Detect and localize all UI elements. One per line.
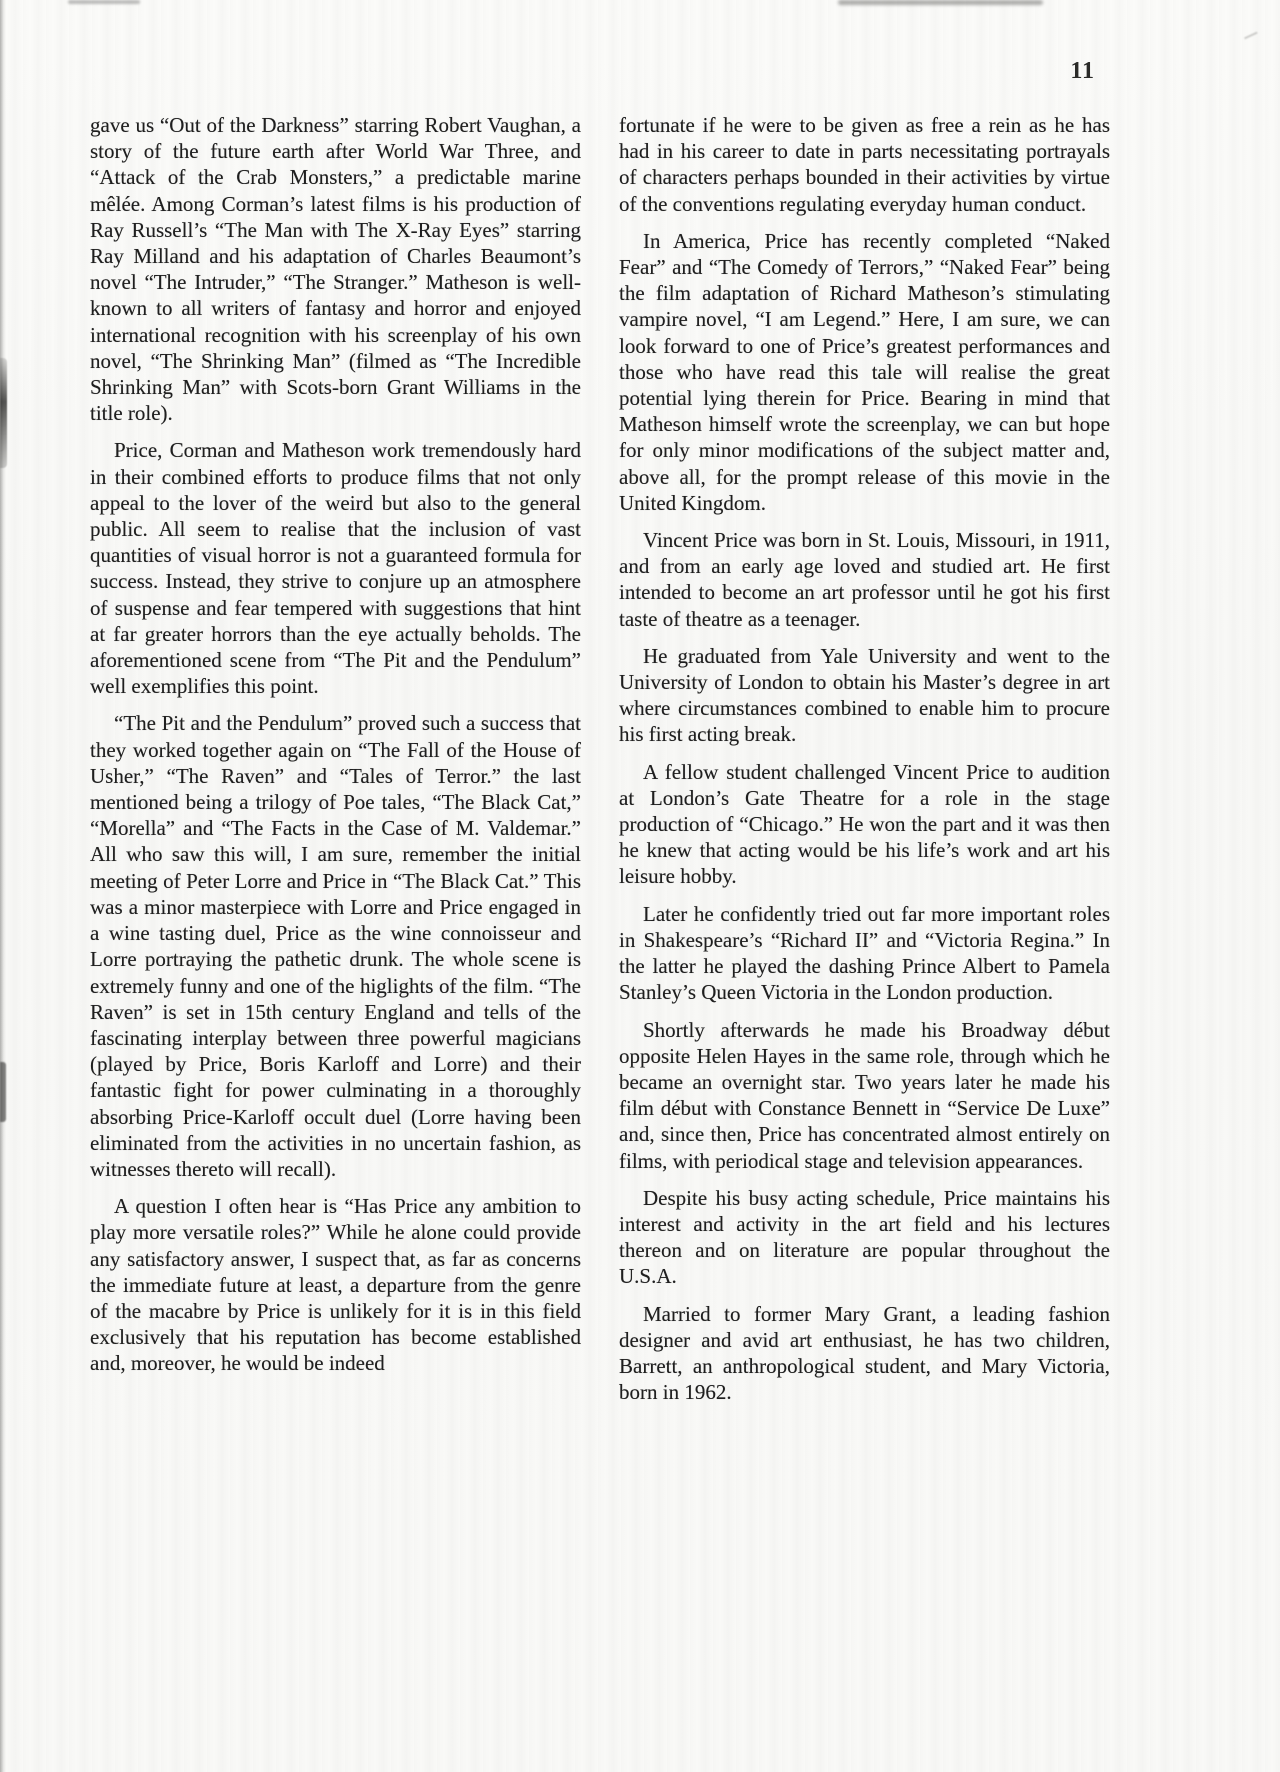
page-number: 11 bbox=[1070, 58, 1095, 84]
scan-smudge bbox=[68, 0, 140, 4]
article-body bbox=[90, 112, 1110, 1405]
paragraph: gave us “Out of the Darkness” starring Robert Vaughan, a story of the future earth after World War Three, and “Attack of the Crab Monsters,” a predictable marine mêlée. Among Corman’s latest films is his production of Ray Russell’s “The Man with The X-Ray Eyes” starring Ray Milland and his adaptation of Charles Beaumont’s novel “The Intruder,” “The Stranger.” Matheson is well-known to all writers of fantasy and horror and enjoyed international recognition with his screenplay of his own novel, “The Shrinking Man” (filmed as “The Incredible Shrinking Man” with Scots-born Grant Williams in the title role). bbox=[90, 113, 581, 426]
paragraph: A fellow student challenged Vincent Price to audition at London’s Gate Theatre for a role in the stage production of “Chicago.” He won the part and it was then he knew that acting would be his life’s work and art his leisure hobby. bbox=[619, 759, 1110, 889]
scan-smudge bbox=[1244, 32, 1262, 49]
paragraph: A question I often hear is “Has Price any ambition to play more versatile roles?” While he alone could provide any satisfactory answer, I suspect that, as far as concerns the immediate future at least, a departure from the genre of the macabre by Price is unlikely for it is in this field exclusively that his reputation has become established and, moreover, he would be indeed bbox=[90, 1194, 581, 1376]
paragraph: Married to former Mary Grant, a leading fashion designer and avid art enthusiast, he has two children, Barrett, an anthropological student, and Mary Victoria, born in 1962. bbox=[619, 1301, 1110, 1405]
paragraph: Despite his busy acting schedule, Price maintains his interest and activity in the art field and his lectures thereon and on literature are popular throughout the U.S.A. bbox=[619, 1185, 1110, 1289]
scan-smudge bbox=[838, 0, 1043, 5]
scan-ink-mark bbox=[0, 1062, 6, 1122]
paragraph: He graduated from Yale University and went to the University of London to obtain his Master’s degree in art where circumstances combined to enable him to procure his first acting break. bbox=[619, 643, 1110, 747]
paragraph: “The Pit and the Pendulum” proved such a success that they worked together again on “The Fall of the House of Usher,” “The Raven” and “Tales of Terror.” the last mentioned being a trilogy of Poe tales, “The Black Cat,” “Morella” and “The Facts in the Case of M. Valdemar.” All who saw this will, I am sure, remember the initial meeting of Peter Lorre and Price in “The Black Cat.” This was a minor masterpiece with Lorre and Price engaged in a wine tasting duel, Price as the wine connoisseur and Lorre portraying the pathetic drunk. The whole scene is extremely funny and one of the higlights of the film. “The Raven” is set in 15th century England and tells of the fascinating interplay between three powerful magicians (played by Price, Boris Karloff and Lorre) and their fantastic fight for power culminating in a thoroughly absorbing Price-Karloff occult duel (Lorre having been eliminated from the activities in no uncertain fashion, as witnesses thereto will recall). bbox=[90, 711, 581, 1181]
right-column bbox=[619, 112, 1110, 1405]
paragraph: Shortly afterwards he made his Broadway début opposite Helen Hayes in the same role, through which he became an overnight star. Two years later he made his film début with Constance Bennett in “Service De Luxe” and, since then, Price has concentrated almost entirely on films, with periodical stage and television appearances. bbox=[619, 1017, 1110, 1173]
scan-edge-shadow bbox=[0, 0, 6, 1772]
scan-ink-mark bbox=[0, 358, 7, 468]
paragraph: Vincent Price was born in St. Louis, Missouri, in 1911, and from an early age loved and studied art. He first intended to become an art professor until he got his first taste of theatre as a teenager. bbox=[619, 528, 1110, 631]
paragraph: Price, Corman and Matheson work tremendously hard in their combined efforts to produce films that not only appeal to the lover of the weird but also to the general public. All seem to realise that the inclusion of vast quantities of visual horror is not a guaranteed formula for success. Instead, they strive to conjure up an atmosphere of suspense and fear tempered with suggestions that hint at far greater horrors than the eye actually beholds. The aforementioned scene from “The Pit and the Pendulum” well exemplifies this point. bbox=[90, 438, 581, 699]
left-column bbox=[90, 112, 581, 1405]
paragraph: Later he confidently tried out far more important roles in Shakespeare’s “Richard II” and “Victoria Regina.” In the latter he played the dashing Prince Albert to Pamela Stanley’s Queen Victoria in the London production. bbox=[619, 901, 1110, 1005]
paragraph: In America, Price has recently completed “Naked Fear” and “The Comedy of Terrors,” “Naked Fear” being the film adaptation of Richard Matheson’s stimulating vampire novel, “I am Legend.” Here, I am sure, we can look forward to one of Price’s greatest performances and those who have read this tale will realise the great potential lying therein for Price. Bearing in mind that Matheson himself wrote the screenplay, we can but hope for only minor modifications of the subject matter and, above all, for the prompt release of this movie in the United Kingdom. bbox=[619, 228, 1110, 515]
paragraph: fortunate if he were to be given as free a rein as he has had in his career to date in parts necessitating portrayals of characters perhaps bounded in their activities by virtue of the conventions regulating everyday human conduct. bbox=[619, 113, 1110, 216]
